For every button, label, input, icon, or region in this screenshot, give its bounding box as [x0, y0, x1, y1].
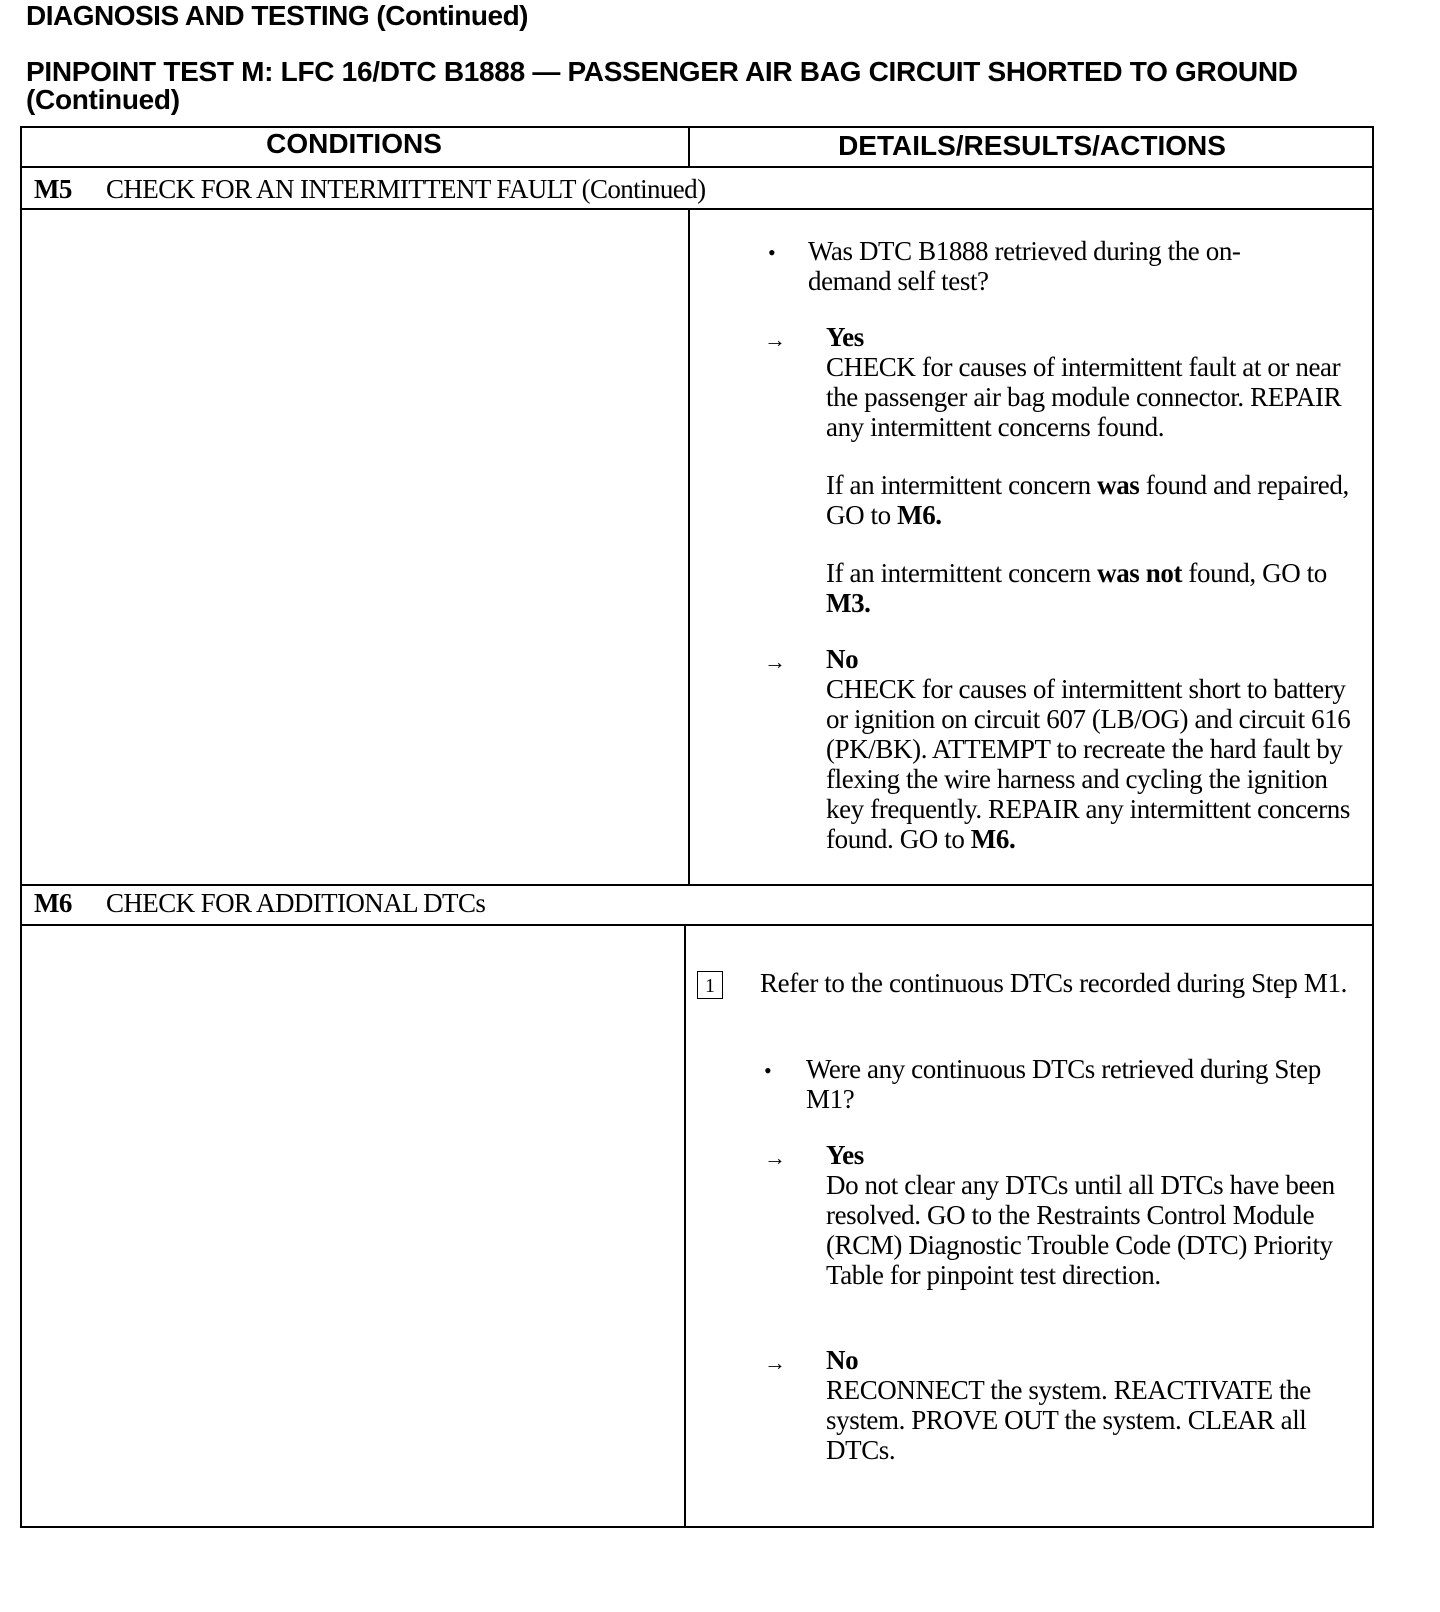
conditions-column-header: CONDITIONS	[266, 128, 442, 159]
m5-no-action: CHECK for causes of intermittent short to battery or ignition on circuit 607 (LB/OG) and circuit 616 (PK/BK). ATTEMPT to recreate the hard fault by flexing the wire harness and cycling the ignition key frequently. REPAIR any intermittent concerns found. GO to M6.	[826, 674, 1351, 854]
m6-no-label: No	[826, 1345, 859, 1375]
column-divider-m6	[684, 924, 686, 1528]
m5-no-result	[826, 644, 1356, 854]
m5-question: Was DTC B1888 retrieved during the on-demand self test?	[808, 236, 1241, 296]
pinpoint-test-title: PINPOINT TEST M: LFC 16/DTC B1888 — PASSENGER AIR BAG CIRCUIT SHORTED TO GROUND (Continued)	[26, 56, 1298, 115]
column-divider-m5	[688, 208, 690, 886]
arrow-icon: →	[764, 1145, 786, 1170]
arrow-icon: →	[764, 1350, 786, 1375]
step-m5-id: M5	[34, 174, 72, 204]
step-m6-title-text: CHECK FOR ADDITIONAL DTCs	[106, 888, 486, 918]
bullet-icon: •	[764, 1058, 772, 1083]
m6-yes-action: Do not clear any DTCs until all DTCs have been resolved. GO to the Restraints Control Module (RCM) Diagnostic Trouble Code (DTC) Priority Table for pinpoint test direction.	[826, 1170, 1335, 1290]
m6-no-action: RECONNECT the system. REACTIVATE the system. PROVE OUT the system. CLEAR all DTCs.	[826, 1375, 1311, 1465]
step-m5-title	[34, 174, 705, 205]
step-m6-title	[34, 888, 485, 919]
arrow-icon: →	[764, 327, 786, 352]
step-m6-id: M6	[34, 888, 72, 918]
m6-row-divider	[20, 884, 1374, 886]
m6-step-text: Refer to the continuous DTCs recorded during Step M1.	[760, 968, 1347, 998]
m5-yes-label: Yes	[826, 322, 864, 352]
header-divider	[20, 166, 1374, 168]
section-title: DIAGNOSIS AND TESTING (Continued)	[26, 0, 528, 31]
m6-yes-result	[826, 1140, 1366, 1290]
bullet-icon: •	[768, 240, 776, 265]
step-m5-title-text: CHECK FOR AN INTERMITTENT FAULT (Continued)	[106, 174, 706, 204]
m5-no-label: No	[826, 644, 859, 674]
m5-title-divider	[20, 208, 1374, 210]
m6-question: Were any continuous DTCs retrieved during Step M1?	[806, 1054, 1321, 1114]
details-column-header: DETAILS/RESULTS/ACTIONS	[838, 130, 1226, 161]
m5-yes-action: CHECK for causes of intermittent fault at or near the passenger air bag module connector. REPAIR any intermittent concerns found.	[826, 352, 1342, 442]
m5-yes-result	[826, 322, 1374, 618]
m5-yes-found: If an intermittent concern was found and repaired, GO to M6.	[826, 470, 1349, 530]
m5-yes-not-found: If an intermittent concern was not found, GO to M3.	[826, 558, 1327, 618]
step-number-box: 1	[697, 971, 723, 999]
arrow-icon: →	[764, 649, 786, 674]
m6-no-result	[826, 1345, 1356, 1465]
m6-title-divider	[20, 924, 1374, 926]
m6-yes-label: Yes	[826, 1140, 864, 1170]
